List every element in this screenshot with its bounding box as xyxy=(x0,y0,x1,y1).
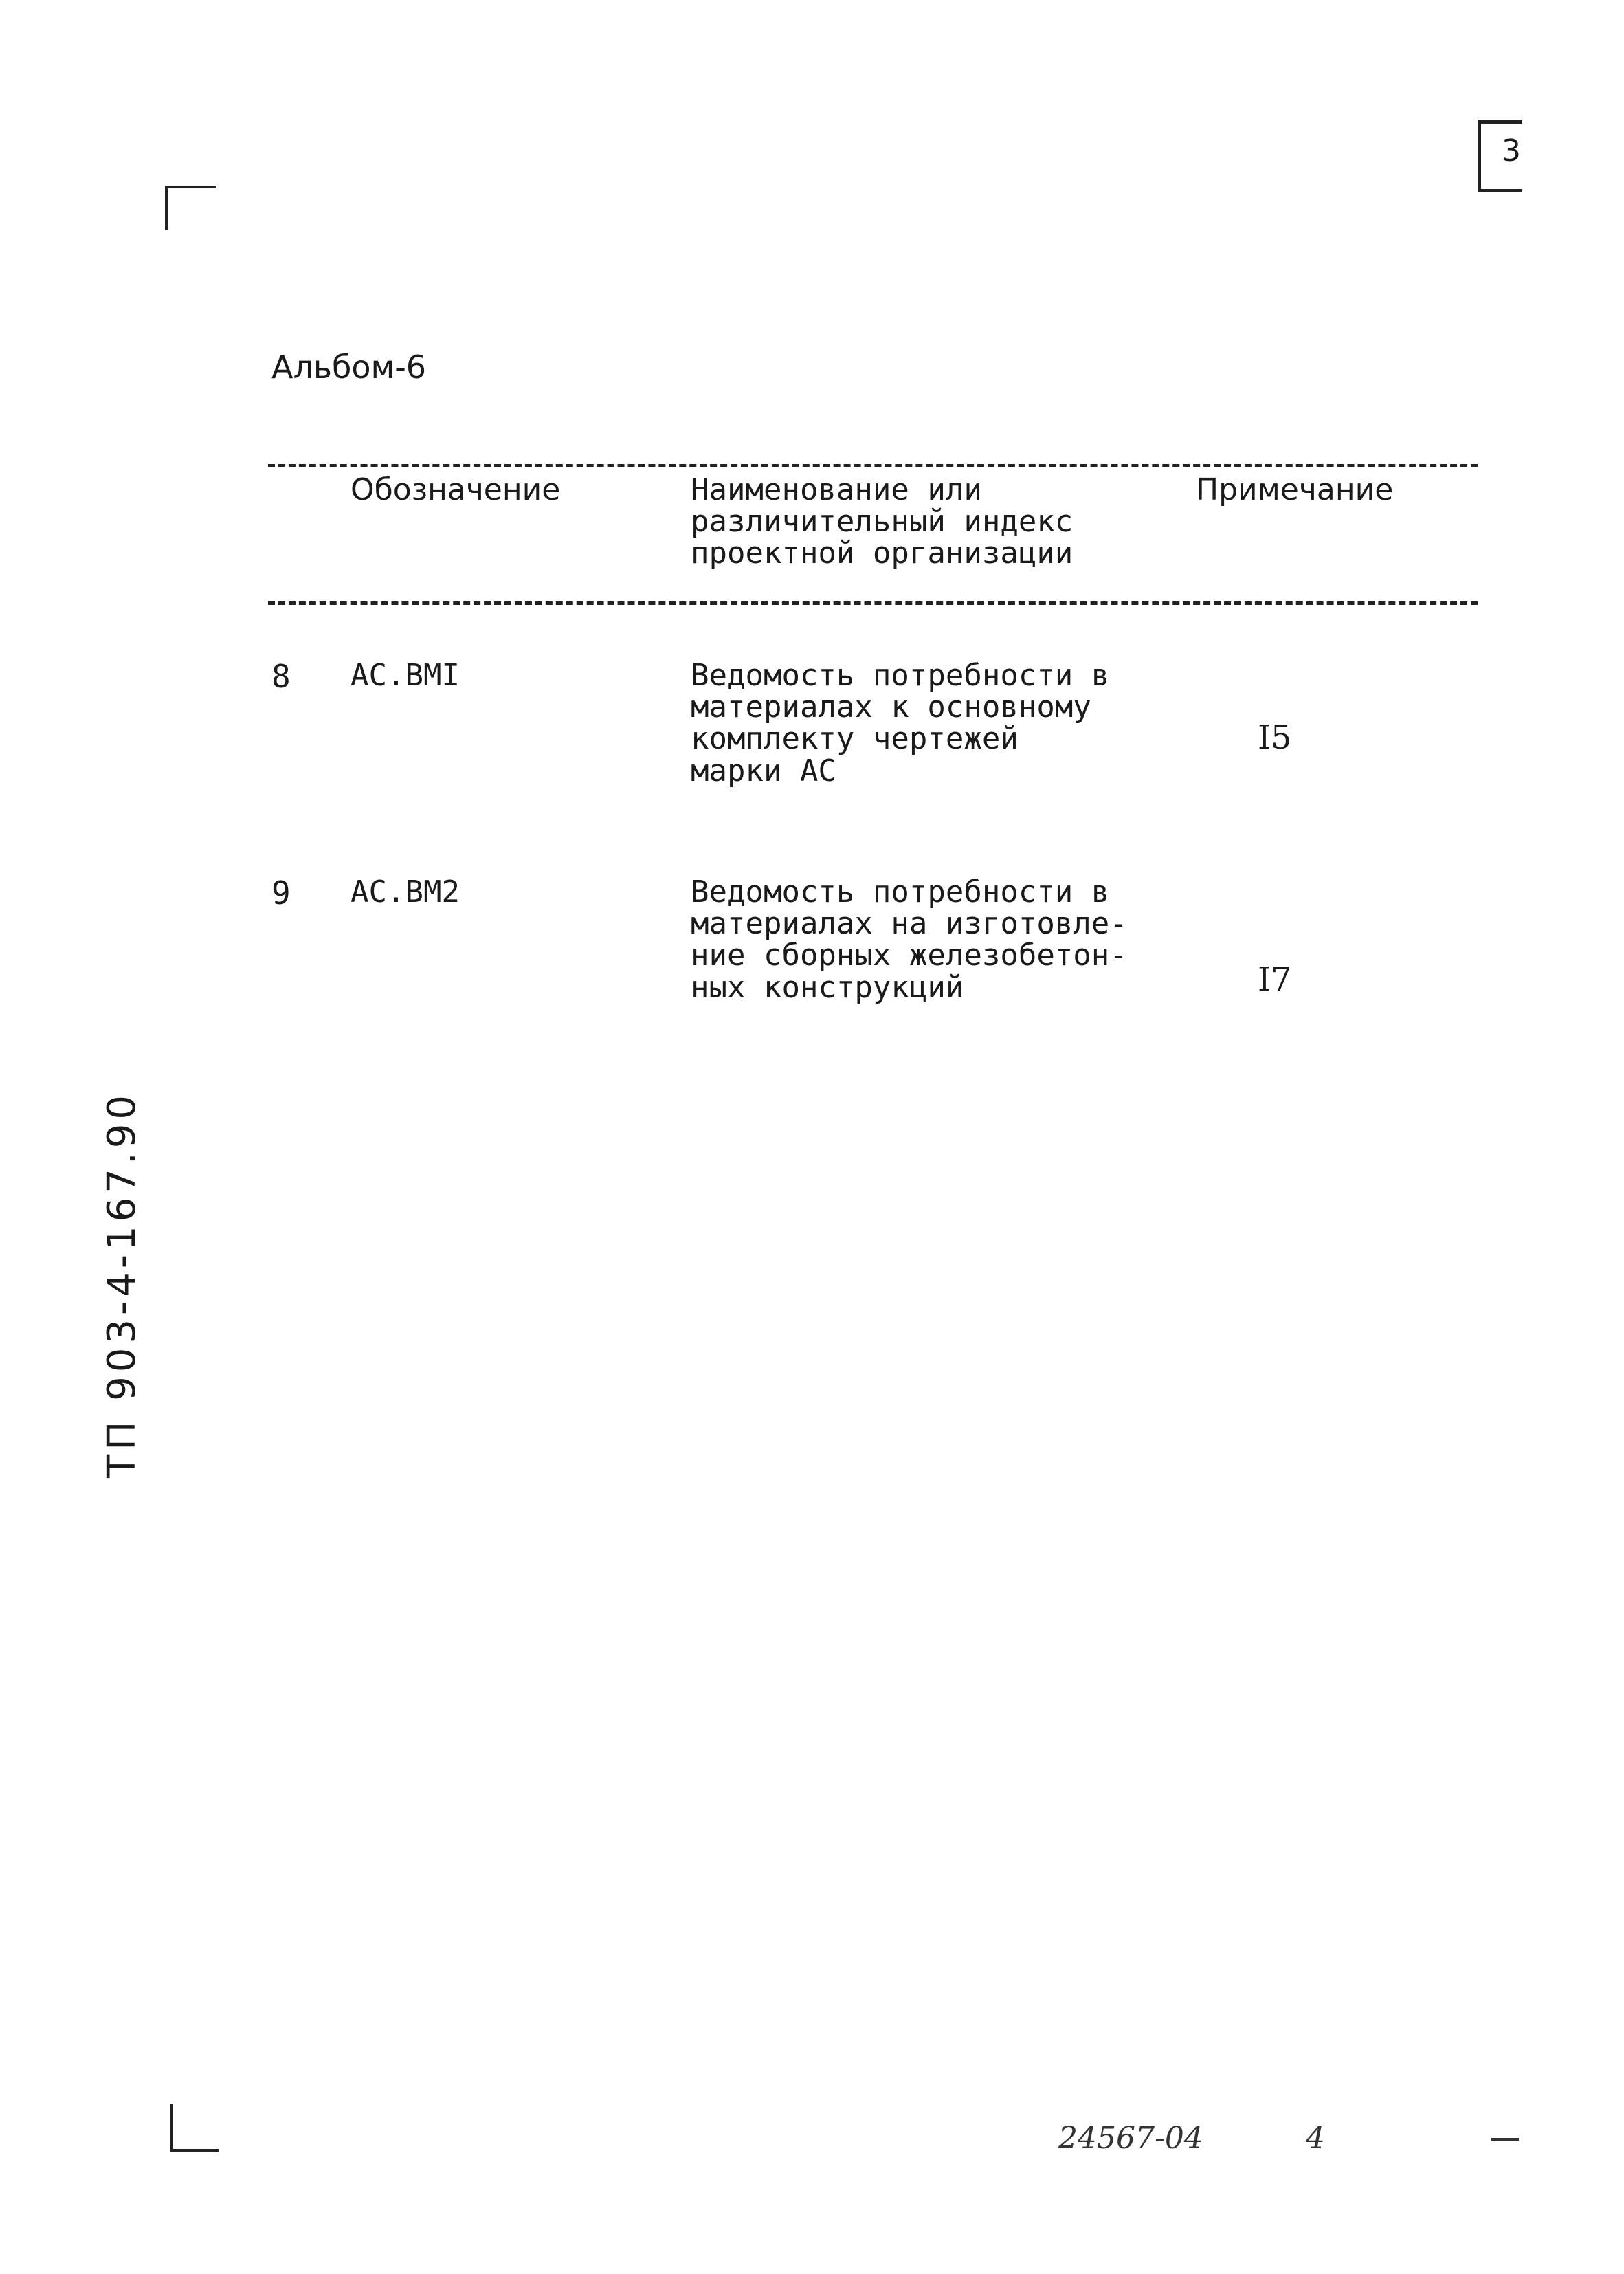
row-number: 8 xyxy=(271,658,291,695)
corner-mark-bottom-left-v xyxy=(170,2104,173,2152)
header-designation: Обозначение xyxy=(351,472,561,507)
corner-mark-bottom-left-h xyxy=(170,2149,219,2152)
corner-mark-top-left-v xyxy=(165,186,168,230)
row-designation: АС.ВМ2 xyxy=(351,874,460,909)
header-name: Наименование или различительный индекс проектной организации xyxy=(691,472,1074,571)
corner-mark-top-left-h xyxy=(165,186,216,188)
header-note: Примечание xyxy=(1196,472,1394,507)
row-note: I5 xyxy=(1258,718,1292,757)
row-name: Ведомость потребности в материалах на изготовле- ние сборных железобетон- ных конструкций xyxy=(691,874,1128,1005)
row-designation: АС.ВМI xyxy=(351,658,460,693)
footer-handwritten-number: 24567-04 xyxy=(1058,2121,1203,2156)
page-corner-box xyxy=(1478,120,1522,192)
row-name: Ведомость потребности в материалах к основному комплекту чертежей марки АС xyxy=(691,658,1110,788)
footer-dash-mark xyxy=(1491,2138,1519,2141)
side-document-code: ТП 903-4-167.90 xyxy=(100,1091,144,1478)
row-note: I7 xyxy=(1258,960,1292,999)
header-bottom-divider xyxy=(268,601,1478,605)
row-number: 9 xyxy=(271,874,291,912)
header-top-divider xyxy=(268,464,1478,467)
footer-page-number: 4 xyxy=(1306,2121,1325,2156)
page-corner-number: 3 xyxy=(1502,133,1521,168)
album-title: Альбом-6 xyxy=(271,349,427,386)
